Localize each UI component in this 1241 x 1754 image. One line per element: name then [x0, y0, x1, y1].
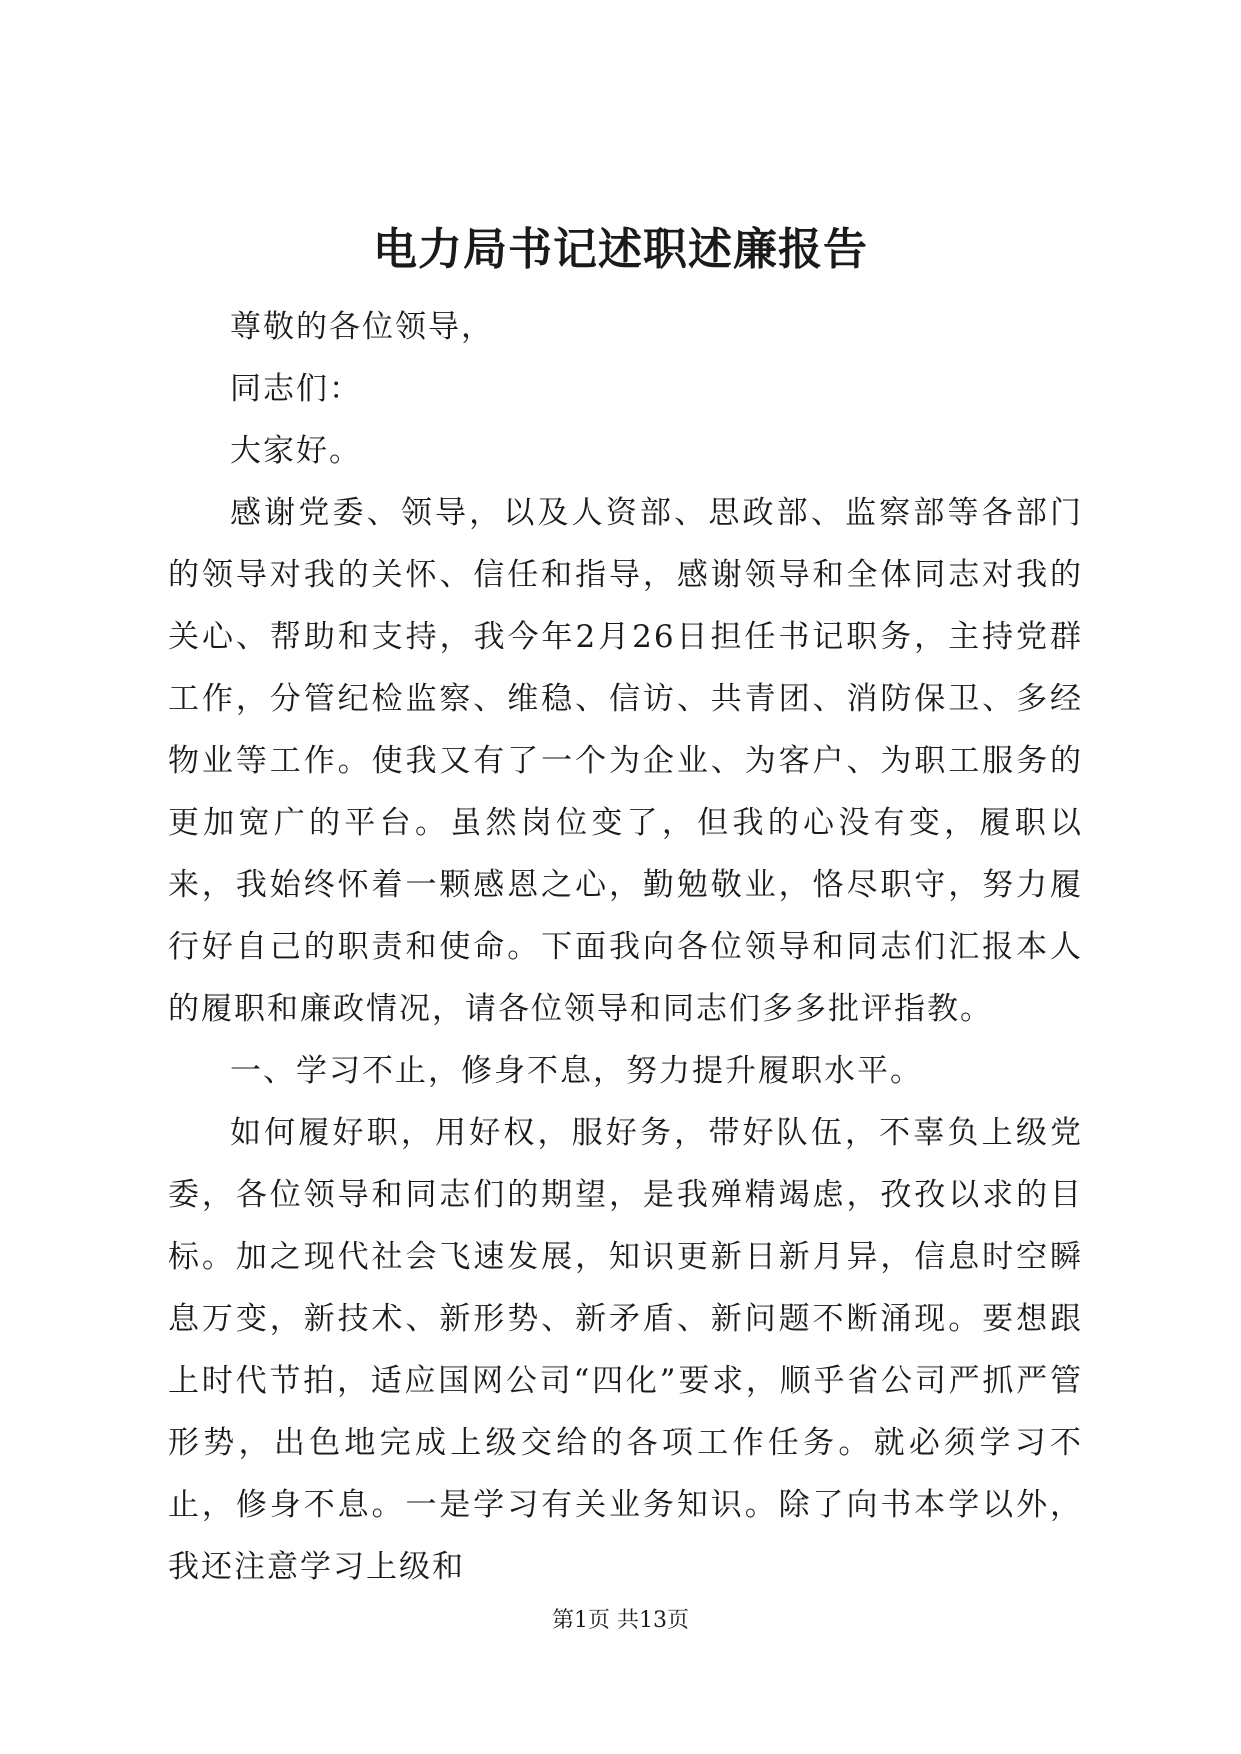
section-heading: 一、学习不止，修身不息，努力提升履职水平。 — [230, 1053, 923, 1089]
document-body — [168, 296, 1083, 1598]
page-number-footer: 第1页 共13页 — [552, 1608, 689, 1633]
body-paragraph: 如何履好职，用好权，服好务，带好队伍，不辜负上级党委，各位领导和同志们的期望，是我殚精竭虑，孜孜以求的目标。加之现代社会飞速发展，知识更新日新月异，信息时空瞬息万变，新技术、新形势、新矛盾、新问题不断涌现。要想跟上时代节拍，适应国网公司“四化”要求，顺乎省公司严抓严管形势，出色地完成上级交给的各项工作任务。就必须学习不止，修身不息。一是学习有关业务知识。除了向书本学以外，我还注意学习上级和 — [168, 1115, 1083, 1585]
document-title: 电力局书记述职述廉报告 — [373, 224, 868, 275]
body-paragraph: 感谢党委、领导，以及人资部、思政部、监察部等各部门的领导对我的关怀、信任和指导，感谢领导和全体同志对我的关心、帮助和支持，我今年2月26日担任书记职务，主持党群工作，分管纪检监察、维稳、信访、共青团、消防保卫、多经物业等工作。使我又有了一个为企业、为客户、为职工服务的更加宽广的平台。虽然岗位变了，但我的心没有变，履职以来，我始终怀着一颗感恩之心，勤勉敬业，恪尽职守，努力履行好自己的职责和使命。下面我向各位领导和同志们汇报本人的履职和廉政情况，请各位领导和同志们多多批评指教。 — [168, 495, 1083, 1027]
salutation-paragraph: 尊敬的各位领导， — [230, 309, 494, 345]
greeting-paragraph: 大家好。 — [230, 433, 362, 469]
salutation-paragraph: 同志们： — [230, 371, 362, 407]
